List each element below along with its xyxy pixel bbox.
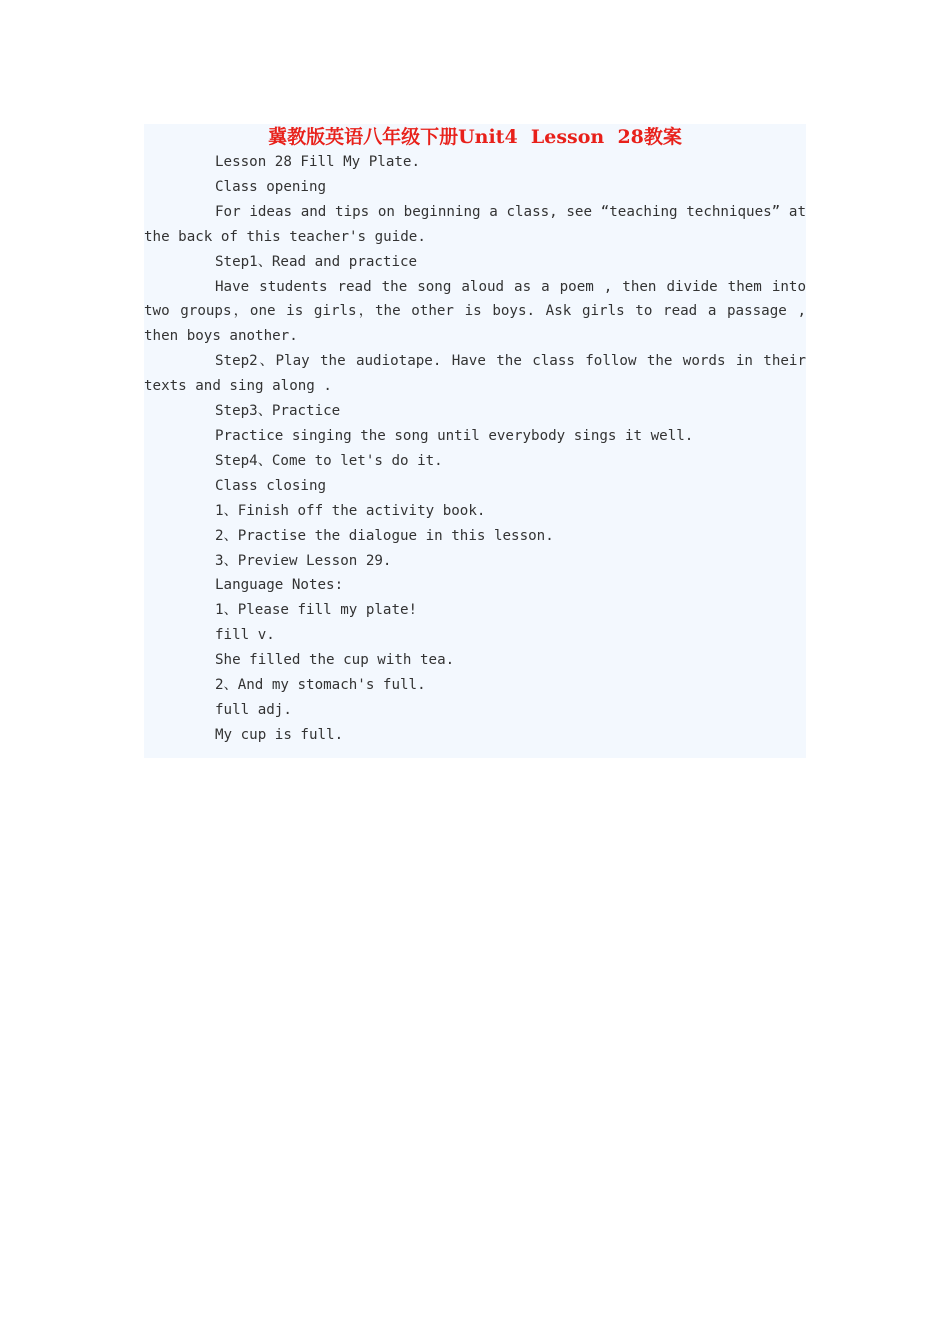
note-2-example: My cup is full. xyxy=(215,726,344,743)
lesson-heading: Lesson 28 Fill My Plate. xyxy=(215,154,420,170)
document-body xyxy=(144,150,806,748)
document-title: 冀教版英语八年级下册Unit4 Lesson 28教案 xyxy=(268,126,682,148)
closing-item-2: 2、Practise the dialogue in this lesson. xyxy=(215,527,554,544)
note-1-example: She filled the cup with tea. xyxy=(215,652,455,669)
class-closing-heading: Class closing xyxy=(215,477,327,494)
step1-heading: Step1、Read and practice xyxy=(215,253,418,270)
document-page xyxy=(144,124,806,758)
class-opening-text: For ideas and tips on beginning a class, see “teaching techniques” at the back of this teacher's guide. xyxy=(144,203,806,245)
note-2: 2、And my stomach's full. xyxy=(215,677,426,694)
step3-heading: Step3、Practice xyxy=(215,403,341,420)
step3-text: Practice singing the song until everybody sings it well. xyxy=(215,427,694,444)
closing-item-1: 1、Finish off the activity book. xyxy=(215,502,486,519)
note-1: 1、Please fill my plate! xyxy=(215,602,418,619)
class-opening-heading: Class opening xyxy=(215,178,327,195)
note-1-word: fill v. xyxy=(215,627,275,644)
step4-text: Step4、Come to let's do it. xyxy=(215,452,443,469)
closing-item-3: 3、Preview Lesson 29. xyxy=(215,552,392,569)
step2-text: Step2、Play the audiotape. Have the class follow the words in their texts and sing along . xyxy=(144,353,806,395)
note-2-word: full adj. xyxy=(215,701,292,718)
language-notes-heading: Language Notes: xyxy=(215,577,344,594)
step1-text: Have students read the song aloud as a poem , then divide them into two groups，one is girls，the other is boys. Ask girls to read a passage , then boys another. xyxy=(144,278,806,345)
